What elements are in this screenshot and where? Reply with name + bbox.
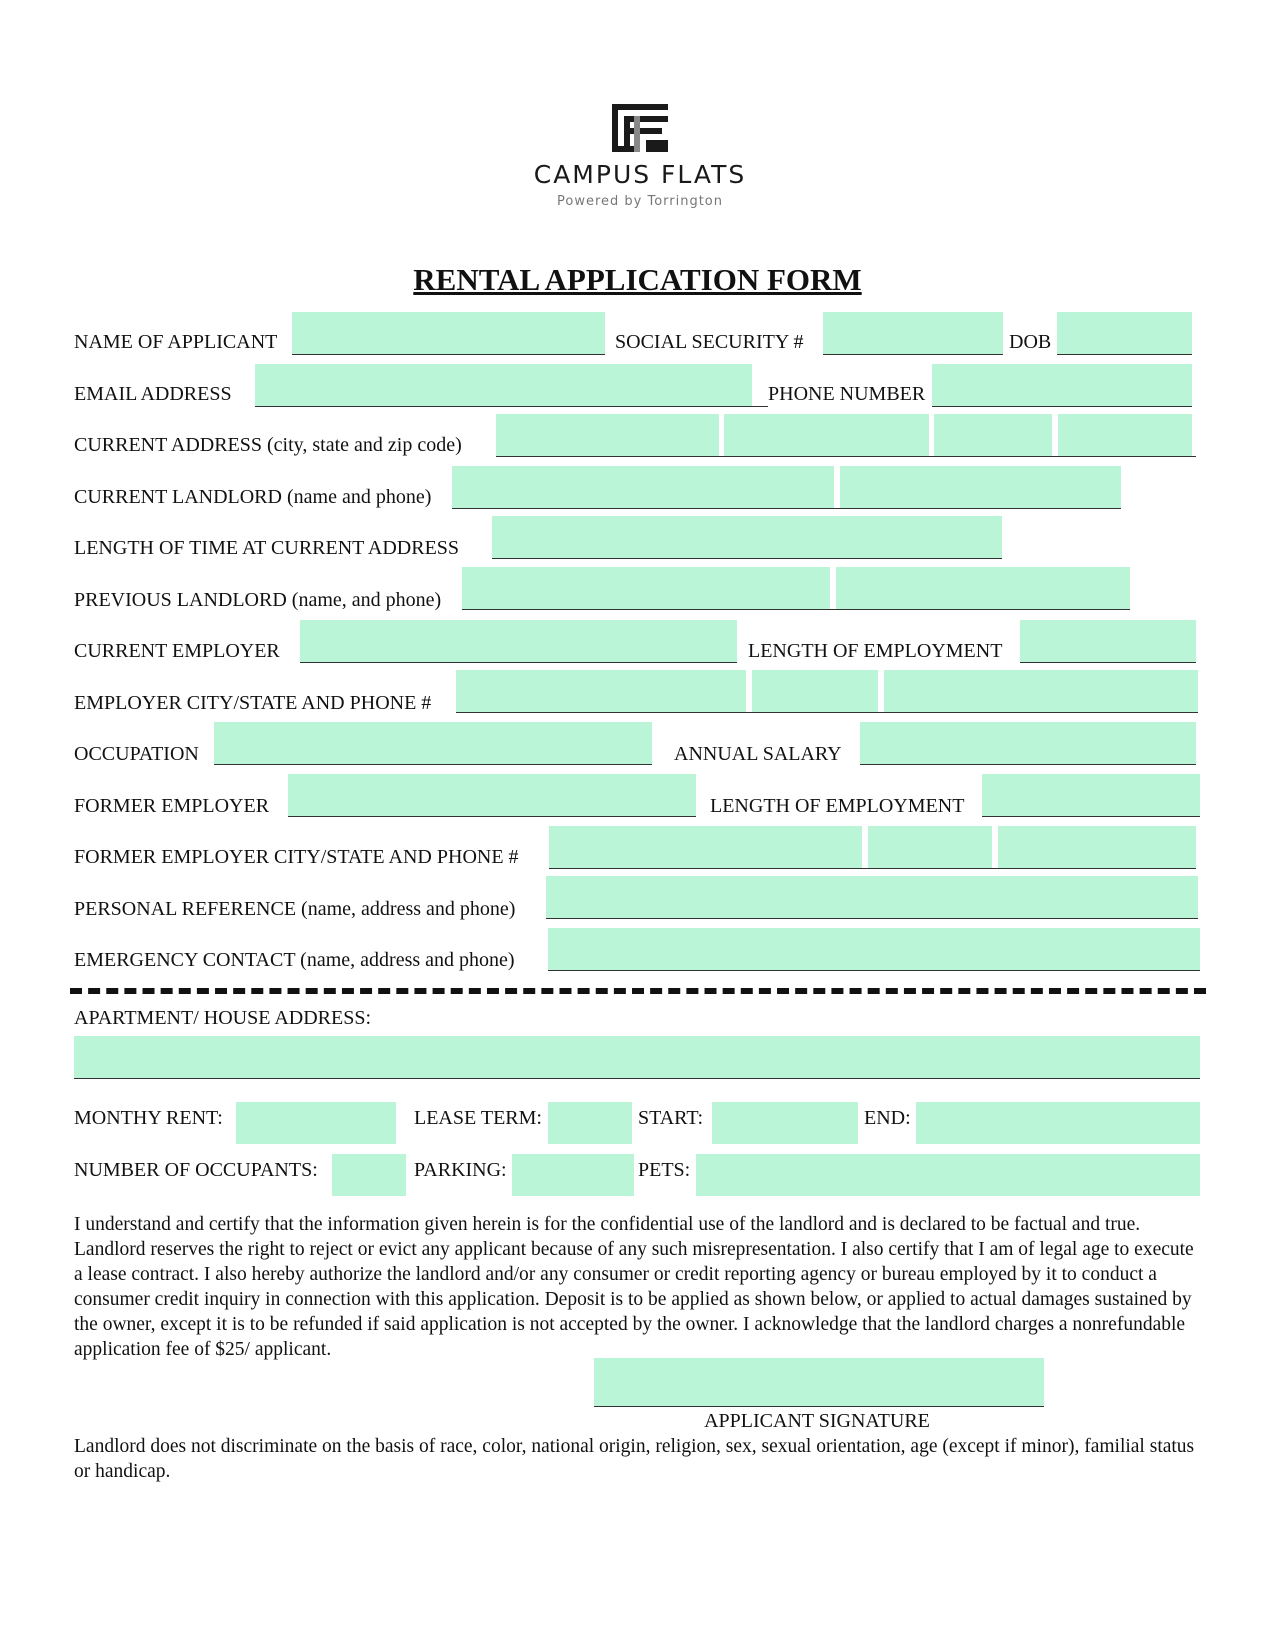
phone-input[interactable] xyxy=(932,364,1192,406)
previous-landlord-label: PREVIOUS LANDLORD (name, and phone) xyxy=(74,589,442,611)
occupation-input[interactable] xyxy=(214,722,652,764)
underline xyxy=(549,868,1196,869)
current-address-zip-input[interactable] xyxy=(1058,414,1192,456)
underline xyxy=(982,816,1200,817)
name-label: NAME OF APPLICANT xyxy=(74,331,278,353)
email-input[interactable] xyxy=(255,364,752,406)
employer-city-label: EMPLOYER CITY/STATE AND PHONE # xyxy=(74,692,432,714)
underline xyxy=(496,456,1196,457)
former-employer-city-label: FORMER EMPLOYER CITY/STATE AND PHONE # xyxy=(74,846,519,868)
phone-label: PHONE NUMBER xyxy=(768,383,926,405)
end-date-input[interactable] xyxy=(916,1102,1200,1144)
employer-state-input[interactable] xyxy=(752,670,878,712)
personal-reference-input[interactable] xyxy=(546,876,1198,918)
campus-flats-logo xyxy=(490,96,790,216)
former-length-employment-input[interactable] xyxy=(982,774,1200,816)
underline xyxy=(860,764,1196,765)
signature-input[interactable] xyxy=(594,1358,1044,1406)
underline xyxy=(546,918,1198,919)
ssn-label: SOCIAL SECURITY # xyxy=(615,331,804,353)
email-label: EMAIL ADDRESS xyxy=(74,383,232,405)
form-title: RENTAL APPLICATION FORM xyxy=(413,262,862,297)
apartment-address-input[interactable] xyxy=(74,1036,1200,1078)
employer-city-input[interactable] xyxy=(456,670,746,712)
current-employer-label: CURRENT EMPLOYER xyxy=(74,640,280,662)
start-date-input[interactable] xyxy=(712,1102,858,1144)
emergency-contact-input[interactable] xyxy=(548,928,1200,970)
brand-name: CAMPUS FLATS xyxy=(533,160,747,189)
previous-landlord-phone-input[interactable] xyxy=(836,567,1130,609)
current-landlord-label: CURRENT LANDLORD (name and phone) xyxy=(74,486,432,508)
underline xyxy=(462,609,1130,610)
occupants-input[interactable] xyxy=(332,1154,406,1196)
parking-input[interactable] xyxy=(512,1154,634,1196)
signature-label: APPLICANT SIGNATURE xyxy=(704,1410,930,1432)
dob-label: DOB xyxy=(1009,331,1052,353)
current-landlord-phone-input[interactable] xyxy=(840,466,1121,508)
underline xyxy=(823,354,1003,355)
underline xyxy=(288,816,696,817)
former-employer-phone-input[interactable] xyxy=(998,826,1196,868)
current-address-state-input[interactable] xyxy=(934,414,1052,456)
former-employer-label: FORMER EMPLOYER xyxy=(74,795,270,817)
underline xyxy=(300,662,737,663)
former-employer-city-input[interactable] xyxy=(549,826,862,868)
current-landlord-name-input[interactable] xyxy=(452,466,834,508)
former-employer-input[interactable] xyxy=(288,774,696,816)
length-at-address-input[interactable] xyxy=(492,516,1002,558)
underline xyxy=(548,970,1200,971)
current-address-city-input[interactable] xyxy=(724,414,929,456)
underline xyxy=(492,558,1002,559)
parking-label: PARKING: xyxy=(414,1159,507,1181)
lease-term-input[interactable] xyxy=(548,1102,632,1144)
underline xyxy=(255,406,768,407)
length-employment-input[interactable] xyxy=(1020,620,1196,662)
section-divider xyxy=(70,988,1206,994)
signature-line xyxy=(594,1406,1044,1407)
underline xyxy=(932,406,1192,407)
brand-tagline: Powered by Torrington xyxy=(556,194,724,209)
current-employer-input[interactable] xyxy=(300,620,737,662)
employer-phone-input[interactable] xyxy=(884,670,1198,712)
occupants-label: NUMBER OF OCCUPANTS: xyxy=(74,1159,318,1181)
dob-input[interactable] xyxy=(1057,312,1192,354)
lease-term-label: LEASE TERM: xyxy=(414,1107,542,1129)
certification-text: I understand and certify that the information given herein is for the confidential use of the landlord and is declared to be factual and true. Landlord reserves the right to reject or evict any applicant because of any such misrepresentation. I also certify that I am of legal age to execute a lease contract. I also hereby authorize the landlord and/or any consumer or credit reporting agency or bureau employed by it to conduct a consumer credit inquiry in connection with this application. Deposit is to be applied as shown below, or applied to actual damages sustained by the owner, except it is to be refunded if said application is not accepted by the owner. I acknowledge that the landlord charges a nonrefundable application fee of $25/ applicant. xyxy=(74,1214,1194,1360)
apartment-address-label: APARTMENT/ HOUSE ADDRESS: xyxy=(74,1007,372,1029)
underline xyxy=(74,1078,1200,1079)
cf-logo-icon xyxy=(610,102,670,154)
length-at-address-label: LENGTH OF TIME AT CURRENT ADDRESS xyxy=(74,537,460,559)
previous-landlord-name-input[interactable] xyxy=(462,567,830,609)
current-address-street-input[interactable] xyxy=(496,414,719,456)
pets-input[interactable] xyxy=(696,1154,1200,1196)
monthly-rent-label: MONTHY RENT: xyxy=(74,1107,223,1129)
former-employer-state-input[interactable] xyxy=(868,826,992,868)
current-address-label: CURRENT ADDRESS (city, state and zip code) xyxy=(74,434,462,456)
underline xyxy=(1020,662,1196,663)
annual-salary-label: ANNUAL SALARY xyxy=(674,743,842,765)
length-employment-label: LENGTH OF EMPLOYMENT xyxy=(748,640,1003,662)
length-employment-former-label: LENGTH OF EMPLOYMENT xyxy=(710,795,965,817)
start-label: START: xyxy=(638,1107,704,1129)
end-label: END: xyxy=(864,1107,911,1129)
applicant-name-input[interactable] xyxy=(292,312,605,354)
underline xyxy=(1057,354,1192,355)
underline xyxy=(214,764,652,765)
emergency-contact-label: EMERGENCY CONTACT (name, address and phone) xyxy=(74,949,515,971)
occupation-label: OCCUPATION xyxy=(74,743,199,765)
monthly-rent-input[interactable] xyxy=(236,1102,396,1144)
underline xyxy=(456,712,1198,713)
underline xyxy=(452,508,1121,509)
non-discrimination-text: Landlord does not discriminate on the basis of race, color, national origin, religion, sex, sexual orientation, age (except if minor), familial status or handicap. xyxy=(74,1436,1195,1482)
underline xyxy=(292,354,605,355)
annual-salary-input[interactable] xyxy=(860,722,1196,764)
personal-reference-label: PERSONAL REFERENCE (name, address and phone) xyxy=(74,898,516,920)
ssn-input[interactable] xyxy=(823,312,1003,354)
pets-label: PETS: xyxy=(638,1159,691,1181)
